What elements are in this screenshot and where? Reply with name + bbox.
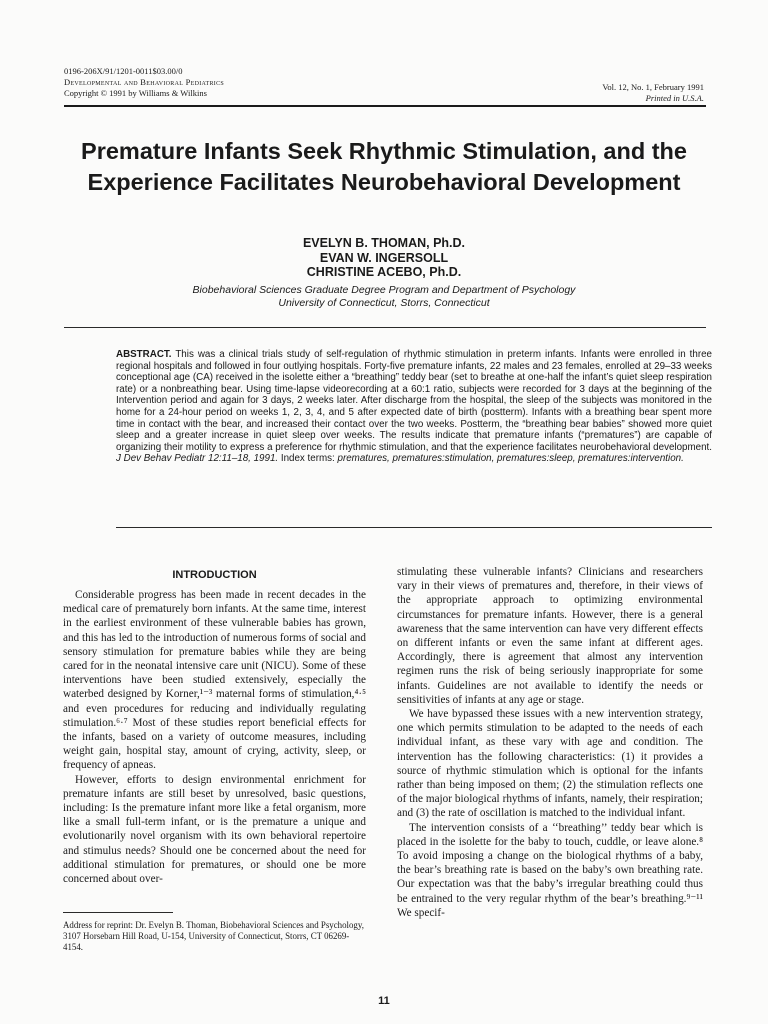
section-heading: INTRODUCTION	[172, 569, 257, 581]
running-header-right	[602, 82, 704, 104]
journal-name: Developmental and Behavioral Pediatrics	[64, 77, 225, 87]
right-column	[397, 565, 703, 920]
abstract-text: This was a clinical trials study of self-regulation of rhythmic stimulation in preterm infants. Infants were enrolled in three regional hospitals and followed in four outlying hospitals. Forty-five premature infants, 22 males and 23 females, enrolled at 29–33 weeks conceptional age (CA) received in the isolette either a “breathing” teddy bear (set to breathe at one-half the infant’s quiet sleep respiration rate) or a nonbreathing bear. Using time-lapse videorecording at a 60:1 ratio, subjects were recorded for 3 days at the beginning of the Intervention period and again for 3 days, 2 weeks later. After discharge from the hospital, the sleep of the subjects was monitored in the home for a 24-hour period on weeks 1, 2, 3, 4, and 5 after expected date of birth (postterm). Infants with a breathing bear spent more time in contact with the bear, and increased their contact over the two weeks. Postterm, the “breathing bear babies” showed more quiet sleep and a greater increase in quiet sleep over weeks. The results indicate that premature infants (“prematures”) are capable of organizing their motility to express a preference for rhythmic stimulation, and that the experience facilitates neurobehavioral development.	[116, 349, 712, 453]
author-3: CHRISTINE ACEBO, Ph.D.	[306, 265, 462, 279]
affiliation-line-1: Biobehavioral Sciences Graduate Degree Program and Department of Psychology	[192, 284, 576, 296]
affiliation-line-2: University of Connecticut, Storrs, Connecticut	[278, 297, 490, 309]
header-rule	[64, 105, 706, 107]
paragraph: The intervention consists of a ‘‘breathing’’ teddy bear which is placed in the isolette for the baby to touch, cuddle, or leave alone.⁸ To avoid imposing a change on the biological rhythms of a baby, the bear’s breathing rate is based on the baby’s own breathing rate. Our expectation was that the baby’s irregular breathing could thus be entrained to the very regular rhythm of the bear’s breathing.⁹⁻¹¹ We specif-	[397, 821, 703, 919]
volume-info: Vol. 12, No. 1, February 1991	[602, 82, 704, 92]
paragraph: stimulating these vulnerable infants? Clinicians and researchers vary in their views of prematures and, therefore, in their views of the appropriate approach to optimizing environmental circumstances for premature infants. However, there is a general awareness that the same intervention can have very different effects on different infants or even the same infant at different ages. Accordingly, there is agreement that almost any intervention regimen runs the risk of being seriously inappropriate for some infants. Guidelines are not available to identify the needs or sensitivities of infants at any age or stage.	[397, 566, 703, 706]
printed-in: Printed in U.S.A.	[645, 93, 704, 103]
abstract-label: ABSTRACT.	[116, 349, 172, 360]
footnote-rule	[63, 912, 173, 913]
article-code: 0196-206X/91/1201-0011$03.00/0	[64, 66, 183, 76]
page-number: 11	[378, 995, 390, 1007]
author-list	[60, 236, 708, 280]
article-title: Premature Infants Seek Rhythmic Stimulation, and the Experience Facilitates Neurobehavioral Development	[81, 138, 687, 195]
paragraph: Considerable progress has been made in recent decades in the medical care of prematurely born infants. At the same time, interest in the earliest environment of these vulnerable babies has grown, and this has led to the introduction of numerous forms of social and sensory stimulation for premature babies while they are being cared for in the neonatal intensive care unit (NICU). Some of these interventions have been studied extensively, especially the waterbed designed by Korner,¹⁻³ maternal forms of stimulation,⁴·⁵ and even procedures for reducing and individually regulating stimulation.⁶·⁷ Most of these studies report beneficial effects for the infants, based on a variety of outcome measures, including weight gain, hospital stay, amount of crying, activity, sleep, or frequency of apneas.	[63, 589, 366, 772]
copyright: Copyright © 1991 by Williams & Wilkins	[64, 88, 207, 98]
paragraph: However, efforts to design environmental enrichment for premature infants are still beset by unresolved, basic questions, including: Is the premature infant more like a fetal organism, more like a small full-term infant, or is the premature a unique and evolutionarily novel organism with its own behavioral repertoire and stimulus needs? Should one be concerned about the need for additional stimulation for prematures, or should one be more concerned about over-	[63, 773, 366, 886]
index-terms: prematures, prematures:stimulation, prematures:sleep, prematures:intervention.	[337, 453, 684, 465]
index-terms-label: Index terms:	[280, 453, 335, 465]
running-header-left	[64, 66, 224, 99]
abstract	[116, 349, 712, 465]
title-rule	[64, 327, 706, 328]
paragraph: We have bypassed these issues with a new intervention strategy, one which permits stimulation to be adapted to the needs of each individual infant, as these vary with age and condition. The intervention has the following characteristics: (1) it provides a source of rhythmic stimulation which is optional for the infants rather than being imposed on them; (2) the stimulation reflects one of the major biological rhythms of infants, namely, their respiration; and (3) the rate of oscillation is matched to the individual infant.	[397, 708, 703, 820]
left-column	[63, 588, 366, 886]
author-1: EVELYN B. THOMAN, Ph.D.	[302, 236, 466, 250]
author-2: EVAN W. INGERSOLL	[319, 250, 449, 265]
footnote: Address for reprint: Dr. Evelyn B. Thoman, Biobehavioral Sciences and Psychology, 3107 Horsebarn Hill Road, U-154, University of Connecticut, Storrs, CT 06269-4154.	[63, 920, 364, 952]
abstract-rule	[116, 527, 712, 528]
affiliation	[60, 284, 708, 310]
abstract-citation: J Dev Behav Pediatr 12:11–18, 1991.	[116, 453, 279, 465]
